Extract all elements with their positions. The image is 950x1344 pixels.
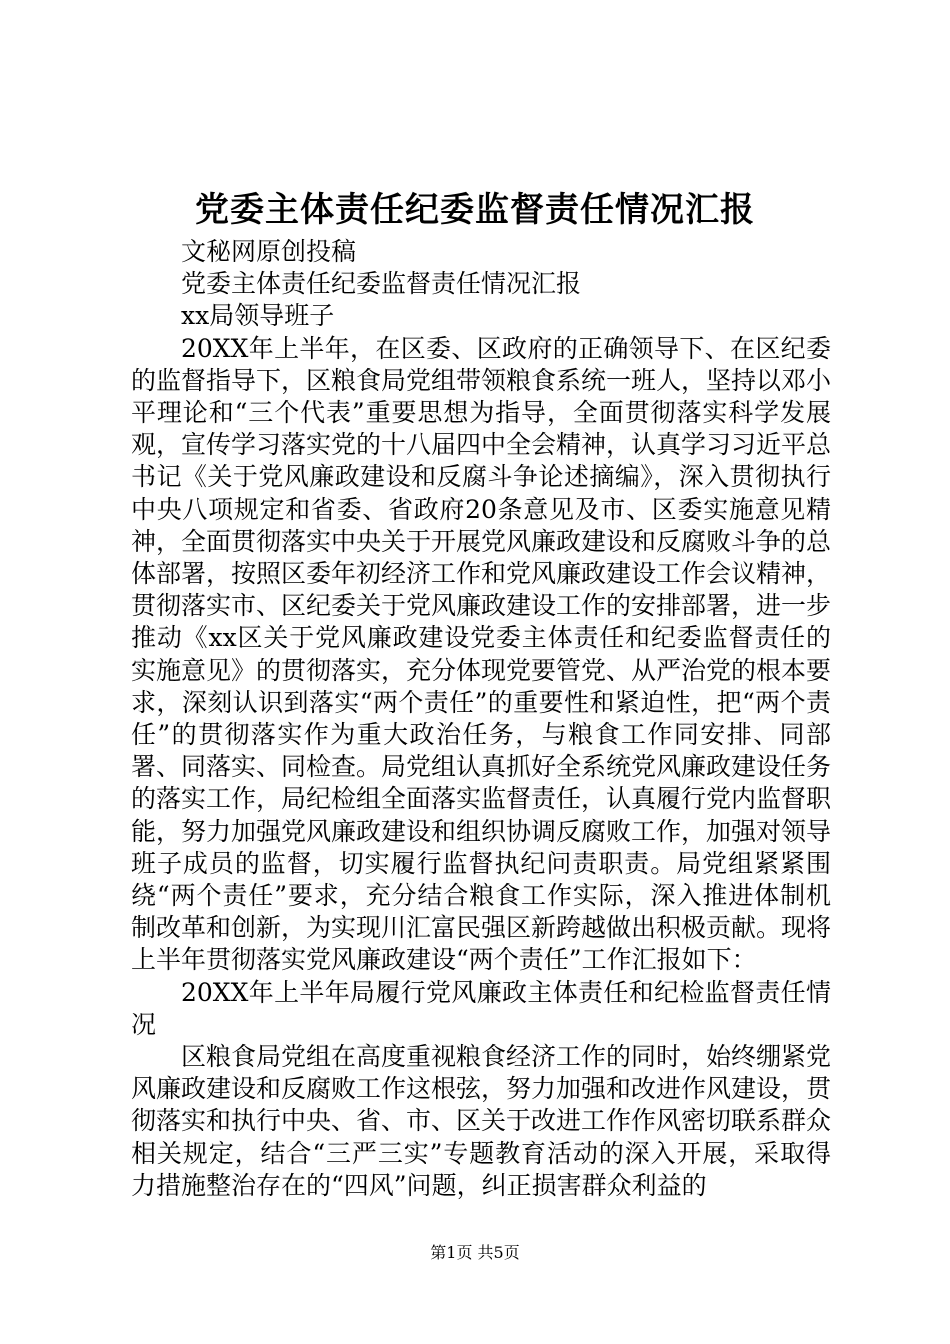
paragraph-subtitle: 党委主体责任纪委监督责任情况汇报 — [181, 269, 582, 299]
paragraph-source: 文秘网原创投稿 — [181, 237, 357, 266]
page-number: 第1页 共5页 — [430, 1243, 520, 1262]
document-body — [131, 236, 831, 1202]
paragraph-section-heading: 20XX年上半年局履行党风廉政主体责任和纪检监督责任情况 — [131, 977, 831, 1039]
paragraph-section-body: 区粮食局党组在高度重视粮食经济工作的同时，始终绷紧党风廉政建设和反腐败工作这根弦，努力加强和改进作风建设，贯彻落实和执行中央、省、市、区关于改进工作作风密切联系群众相关规定，结合“三严三实”专题教育活动的深入开展，采取得力措施整治存在的“四风”问题，纠正损害群众利益的 — [131, 1042, 832, 1200]
document-title: 党委主体责任纪委监督责任情况汇报 — [195, 190, 755, 230]
paragraph-intro: 20XX年上半年，在区委、区政府的正确领导下、在区纪委的监督指导下，区粮食局党组带领粮食系统一班人，坚持以邓小平理论和“三个代表”重要思想为指导，全面贯彻落实科学发展观，宣传学习落实党的十八届四中全会精神，认真学习习近平总书记《关于党风廉政建设和反腐斗争论述摘编》，深入贯彻执行中央八项规定和省委、省政府20条意见及市、区委实施意见精神，全面贯彻落实中央关于开展党风廉政建设和反腐败斗争的总体部署，按照区委年初经济工作和党风廉政建设工作会议精神，贯彻落实市、区纪委关于党风廉政建设工作的安排部署，进一步推动《xx区关于党风廉政建设党委主体责任和纪委监督责任的实施意见》的贯彻落实，充分体现党要管党、从严治党的根本要求，深刻认识到落实“两个责任”的重要性和紧迫性，把“两个责任”的贯彻落实作为重大政治任务，与粮食工作同安排、同部署、同落实、同检查。局党组认真抓好全系统党风廉政建设任务的落实工作，局纪检组全面落实监督责任，认真履行党内监督职能，努力加强党风廉政建设和组织协调反腐败工作，加强对领导班子成员的监督，切实履行监督执纪问责职责。局党组紧紧围绕“两个责任”要求，充分结合粮食工作实际，深入推进体制机制改革和创新，为实现川汇富民强区新跨越做出积极贡献。现将上半年贯彻落实党风廉政建设“两个责任”工作汇报如下： — [131, 333, 832, 975]
paragraph-author: xx局领导班子 — [181, 301, 335, 331]
